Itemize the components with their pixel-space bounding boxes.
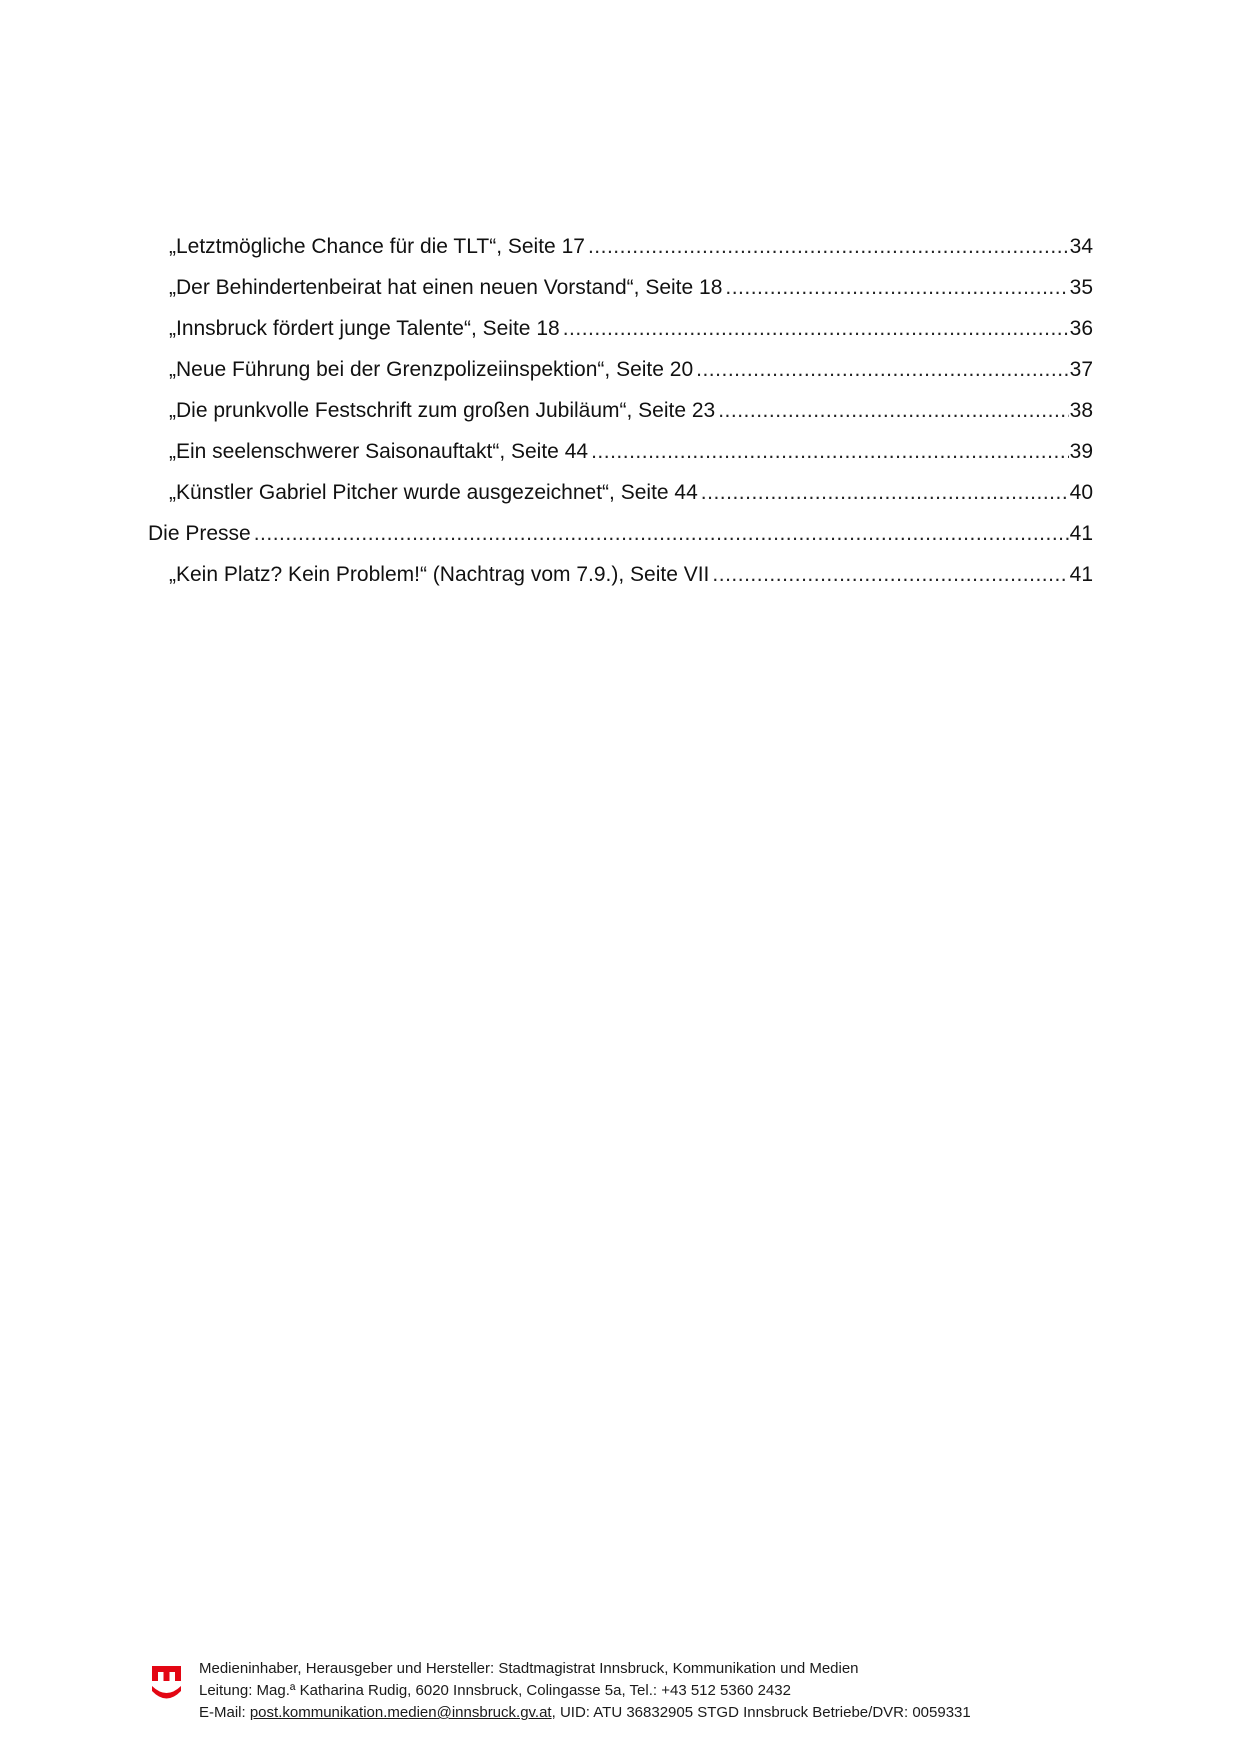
email-link[interactable]: post.kommunikation.medien@innsbruck.gv.at <box>249 1704 552 1721</box>
toc-entry[interactable] <box>169 355 1093 385</box>
registration-info: , UID: ATU 36832905 STGD Innsbruck Betriebe/DVR: 0059331 <box>551 1704 971 1721</box>
toc-section-entry[interactable] <box>148 519 1093 549</box>
toc-dot-leader <box>696 355 1069 385</box>
toc-dot-leader <box>591 437 1069 467</box>
toc-dot-leader <box>254 519 1069 549</box>
imprint-text <box>199 1658 971 1724</box>
imprint-publisher-line: Medieninhaber, Herausgeber und Hersteller: Stadtmagistrat Innsbruck, Kommunikation und Medien <box>199 1660 859 1677</box>
toc-entry[interactable] <box>169 478 1093 508</box>
toc-entry-page: 40 <box>1069 481 1093 504</box>
imprint-management-line: Leitung: Mag.ª Katharina Rudig, 6020 Innsbruck, Colingasse 5a, Tel.: +43 512 5360 2432 <box>199 1682 791 1699</box>
toc-entry-title: „Neue Führung bei der Grenzpolizeiinspektion“, Seite 20 <box>169 358 694 381</box>
toc-entry-title: „Letztmögliche Chance für die TLT“, Seite 17 <box>169 235 585 258</box>
toc-entry-page: 38 <box>1069 399 1093 422</box>
email-label: E-Mail: <box>199 1704 250 1721</box>
toc-entry-page: 34 <box>1069 235 1093 258</box>
toc-entry[interactable] <box>169 396 1093 426</box>
toc-dot-leader <box>725 273 1068 303</box>
toc-entry-title: „Der Behindertenbeirat hat einen neuen Vorstand“, Seite 18 <box>169 276 723 299</box>
toc-entry[interactable] <box>169 232 1093 262</box>
toc-dot-leader <box>588 232 1069 262</box>
toc-entry[interactable] <box>169 273 1093 303</box>
toc-entry-title: „Kein Platz? Kein Problem!“ (Nachtrag vom 7.9.), Seite VII <box>169 563 710 586</box>
toc-dot-leader <box>712 560 1068 590</box>
toc-entry-page: 41 <box>1069 522 1093 545</box>
toc-entry[interactable] <box>169 314 1093 344</box>
toc-dot-leader <box>718 396 1068 426</box>
toc-entry-page: 35 <box>1069 276 1093 299</box>
toc-section-title: Die Presse <box>148 522 251 545</box>
toc-entry-title: „Künstler Gabriel Pitcher wurde ausgezeichnet“, Seite 44 <box>169 481 698 504</box>
toc-entry-title: „Ein seelenschwerer Saisonauftakt“, Seite 44 <box>169 440 589 463</box>
toc-entry-page: 37 <box>1069 358 1093 381</box>
imprint-contact-line <box>199 1702 971 1724</box>
toc-entry-page: 36 <box>1069 317 1093 340</box>
innsbruck-city-logo-icon <box>150 1664 183 1704</box>
toc-dot-leader <box>701 478 1069 508</box>
imprint-footer <box>150 1658 1090 1728</box>
toc-entry[interactable] <box>169 437 1093 467</box>
toc-entry-page: 41 <box>1069 563 1093 586</box>
toc-dot-leader <box>563 314 1069 344</box>
toc-entry-title: „Die prunkvolle Festschrift zum großen Jubiläum“, Seite 23 <box>169 399 716 422</box>
toc-entry-page: 39 <box>1069 440 1093 463</box>
toc-entry-title: „Innsbruck fördert junge Talente“, Seite 18 <box>169 317 560 340</box>
toc-entry[interactable] <box>169 560 1093 590</box>
